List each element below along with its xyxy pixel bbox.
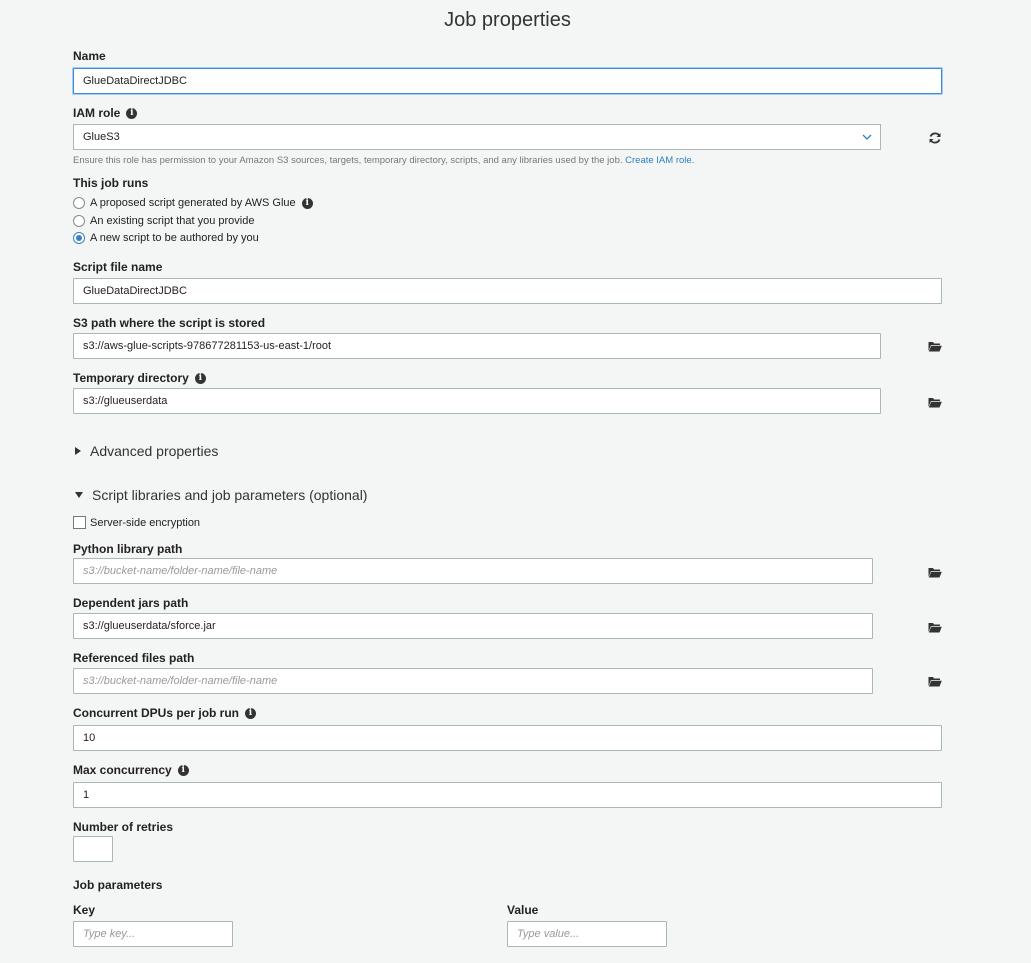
folder-icon[interactable] [928, 622, 942, 633]
max-concurrency-input[interactable] [73, 782, 942, 808]
script-file-name-label: Script file name [73, 260, 163, 274]
job-runs-option-new[interactable] [73, 232, 259, 244]
radio-label: A new script to be authored by you [90, 232, 259, 244]
s3-path-input[interactable] [73, 333, 881, 359]
radio-button[interactable] [73, 215, 85, 227]
info-icon[interactable]: i [126, 108, 137, 119]
name-label: Name [73, 49, 106, 63]
info-icon[interactable]: i [302, 198, 313, 209]
create-iam-role-link[interactable]: Create IAM role. [625, 155, 695, 166]
folder-icon[interactable] [928, 567, 942, 578]
python-lib-label: Python library path [73, 542, 183, 556]
referenced-files-label: Referenced files path [73, 651, 195, 665]
job-runs-option-existing[interactable] [73, 215, 254, 227]
page-title: Job properties [444, 9, 571, 31]
info-icon[interactable]: i [245, 708, 256, 719]
s3-path-label: S3 path where the script is stored [73, 316, 266, 330]
sse-checkbox-row[interactable] [73, 516, 200, 529]
script-libraries-toggle[interactable] [75, 487, 367, 503]
folder-icon[interactable] [928, 341, 942, 352]
job-params-value-label: Value [507, 903, 539, 917]
advanced-properties-toggle[interactable] [75, 443, 218, 459]
max-concurrency-label [73, 763, 189, 777]
retries-input[interactable] [73, 836, 113, 862]
job-runs-option-proposed[interactable] [73, 197, 313, 209]
radio-button[interactable] [73, 197, 85, 209]
sse-label: Server-side encryption [90, 516, 201, 529]
referenced-files-input[interactable] [73, 668, 873, 694]
dpus-input[interactable] [73, 725, 942, 751]
iam-role-label [73, 106, 137, 120]
job-runs-label: This job runs [73, 176, 149, 190]
dpus-label-text: Concurrent DPUs per job run [73, 706, 240, 720]
iam-role-select[interactable] [73, 124, 881, 150]
retries-label: Number of retries [73, 820, 174, 834]
caret-down-icon [75, 492, 83, 498]
temp-dir-label [73, 371, 206, 385]
refresh-icon[interactable] [928, 131, 942, 145]
iam-role-label-text: IAM role [73, 106, 121, 120]
info-icon[interactable]: i [195, 373, 206, 384]
temp-dir-input[interactable] [73, 388, 881, 414]
name-input[interactable] [73, 68, 942, 94]
python-lib-input[interactable] [73, 558, 873, 584]
folder-icon[interactable] [928, 397, 942, 408]
radio-label: An existing script that you provide [90, 215, 255, 227]
dependent-jars-input[interactable] [73, 613, 873, 639]
temp-dir-label-text: Temporary directory [73, 371, 189, 385]
radio-button-selected[interactable] [73, 232, 85, 244]
job-params-key-label: Key [73, 903, 96, 917]
iam-role-hint-text: Ensure this role has permission to your Amazon S3 sources, targets, temporary directory, scripts, and any libraries used by the job. [73, 155, 623, 166]
dependent-jars-label: Dependent jars path [73, 596, 189, 610]
advanced-properties-label: Advanced properties [90, 443, 219, 459]
folder-icon[interactable] [928, 676, 942, 687]
job-param-key-input[interactable] [73, 921, 233, 947]
iam-role-hint [73, 155, 694, 166]
max-concurrency-label-text: Max concurrency [73, 763, 172, 777]
dpus-label [73, 706, 256, 720]
caret-right-icon [75, 447, 81, 455]
iam-role-value: GlueS3 [83, 131, 120, 143]
job-param-value-input[interactable] [507, 921, 667, 947]
radio-label: A proposed script generated by AWS Glue [90, 197, 296, 209]
script-file-name-input[interactable] [73, 278, 942, 304]
job-params-label: Job parameters [73, 878, 163, 892]
sse-checkbox[interactable] [73, 516, 86, 529]
chevron-down-icon [862, 132, 872, 142]
info-icon[interactable]: i [178, 765, 189, 776]
script-libraries-label: Script libraries and job parameters (optional) [92, 487, 368, 503]
